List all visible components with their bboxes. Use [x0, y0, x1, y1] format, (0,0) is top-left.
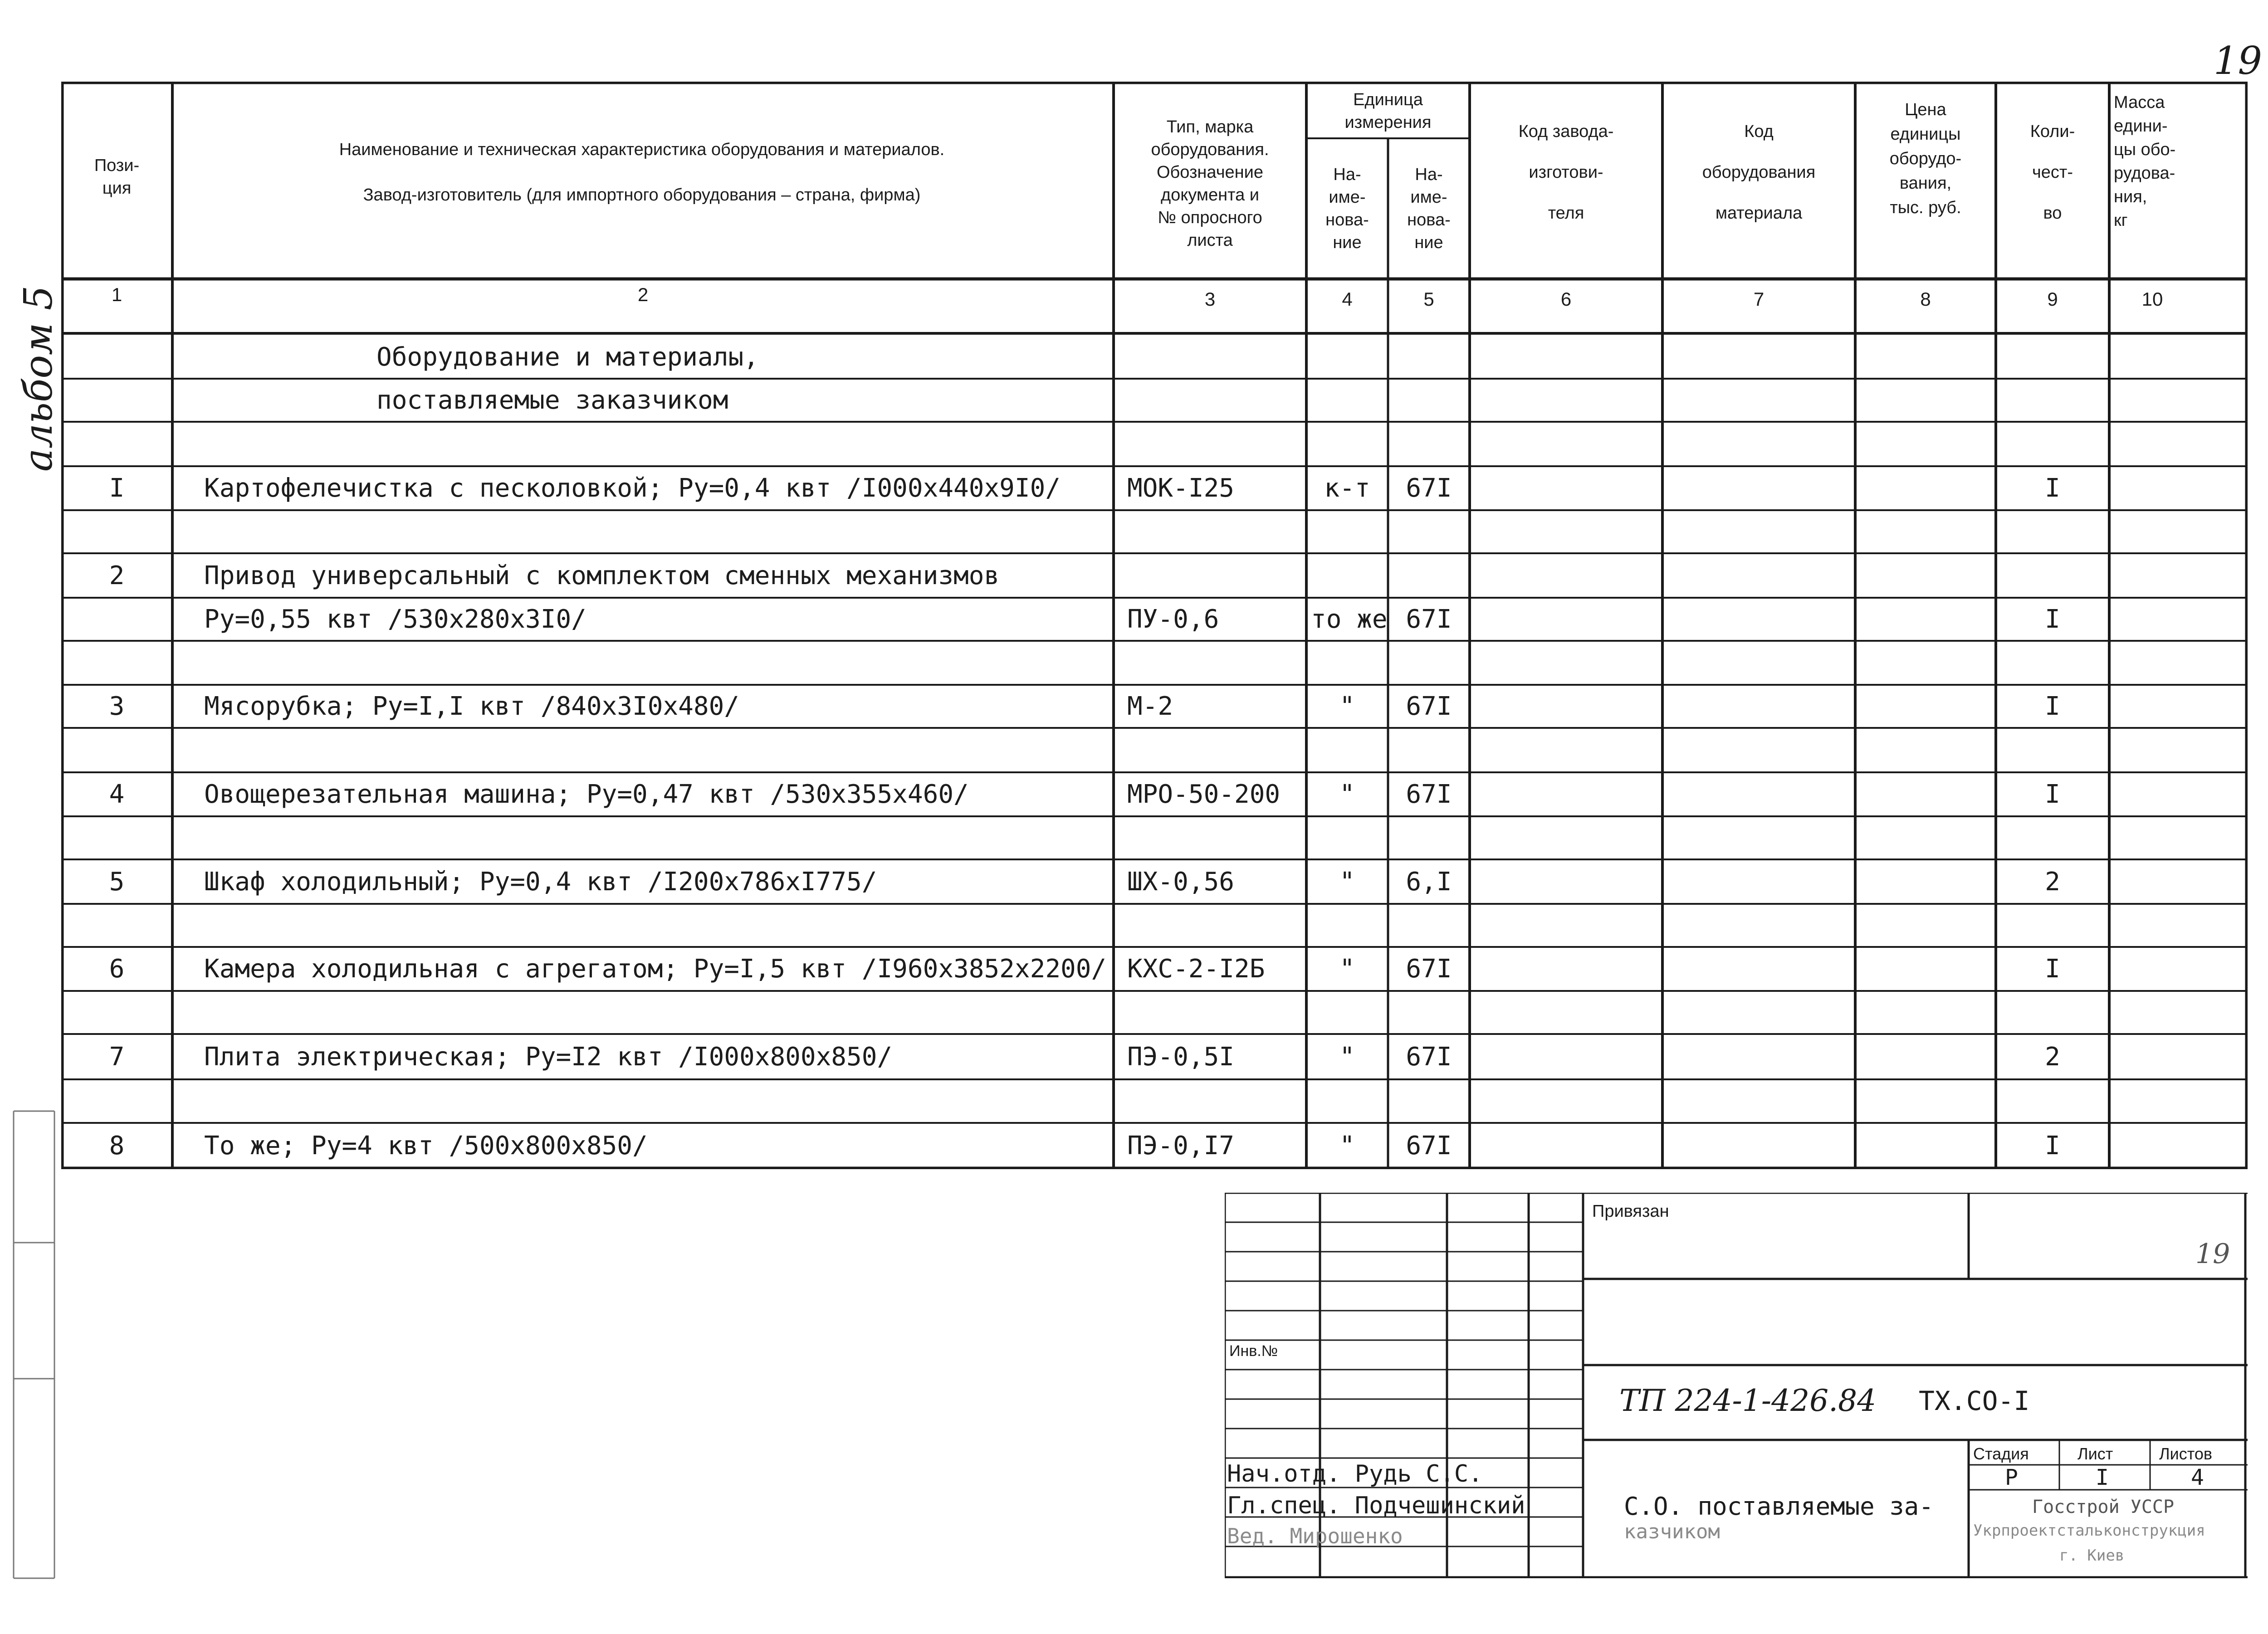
- row-position: 2: [109, 561, 125, 590]
- stage-value: Р: [2005, 1465, 2018, 1490]
- organization: г. Киев: [2059, 1546, 2125, 1565]
- header-equip-code: Код оборудования материала: [1702, 122, 1816, 223]
- row-unit: то же: [1311, 605, 1388, 634]
- binding-margin: [9, 1107, 68, 1605]
- row-name: То же; Ру=4 квт /500x800x850/: [204, 1131, 648, 1161]
- column-number: 1: [111, 284, 122, 305]
- role-row: Гл.спец. Подчешинский: [1227, 1492, 1525, 1519]
- row-code: 67I: [1406, 1042, 1452, 1072]
- row-qty: 2: [2045, 867, 2060, 897]
- row-qty: I: [2045, 954, 2060, 984]
- project-code: ТП 224-1-426.84: [1619, 1383, 1877, 1418]
- row-code: 67I: [1406, 780, 1452, 809]
- privyazan-mark: 19: [2195, 1238, 2230, 1270]
- section-title: Оборудование и материалы,: [376, 342, 759, 372]
- row-qty: I: [2045, 780, 2060, 809]
- sheets-label: Листов: [2159, 1444, 2212, 1463]
- row-code: 67I: [1406, 473, 1452, 503]
- side-note: альбом 5: [16, 285, 61, 472]
- row-unit: ": [1339, 1042, 1355, 1072]
- row-name: Камера холодильная с агрегатом; Ру=I,5 квт /I960x3852x2200/: [204, 954, 1107, 984]
- row-code: 6,I: [1406, 867, 1452, 897]
- column-number: 3: [1204, 288, 1216, 310]
- row-type: ПУ-0,6: [1127, 605, 1219, 634]
- row-qty: I: [2045, 692, 2060, 721]
- row-position: 4: [109, 780, 125, 809]
- column-number: 9: [2047, 288, 2058, 310]
- column-number: 10: [2141, 288, 2163, 310]
- header-unit-group: Единица измерения: [1344, 90, 1432, 132]
- row-name: Картофелечистка с песколовкой; Ру=0,4 квт /I000x440x9I0/: [204, 473, 1061, 503]
- role-row: Нач.отд. Рудь С.С.: [1227, 1460, 1483, 1488]
- row-qty: I: [2045, 1131, 2060, 1161]
- row-unit: ": [1339, 692, 1355, 721]
- header-position: Пози- ция: [94, 156, 140, 198]
- inventory-number-label: Инв.№: [1229, 1342, 1278, 1360]
- role-row: Вед. Мирошенко: [1227, 1524, 1403, 1548]
- column-number: 6: [1560, 288, 1572, 310]
- row-type: ШХ-0,56: [1127, 867, 1235, 897]
- header-qty: Коли- чест- во: [2030, 122, 2075, 223]
- row-type: КХС-2-I2Б: [1127, 954, 1265, 984]
- header-unit-name: На- име- нова- ние: [1407, 165, 1451, 252]
- row-type: ПЭ-0,I7: [1127, 1131, 1235, 1161]
- row-unit: к-т: [1324, 473, 1370, 503]
- row-code: 67I: [1406, 954, 1452, 984]
- row-unit: ": [1339, 780, 1355, 809]
- row-qty: I: [2045, 473, 2060, 503]
- header-maker-code: Код завода- изготови- теля: [1518, 122, 1614, 223]
- row-code: 67I: [1406, 692, 1452, 721]
- row-position: 7: [109, 1042, 125, 1072]
- organization: Укрпроектстальконструкция: [1973, 1522, 2205, 1540]
- row-position: I: [109, 473, 125, 503]
- document-title: С.О. поставляемые за-: [1624, 1492, 1934, 1521]
- row-type: М-2: [1127, 692, 1173, 721]
- privyazan-label: Привязан: [1592, 1202, 1669, 1221]
- row-code: 67I: [1406, 1131, 1452, 1161]
- document-title: казчиком: [1624, 1520, 1720, 1543]
- stage-label: Стадия: [1973, 1444, 2029, 1463]
- row-unit: ": [1339, 954, 1355, 984]
- row-name: Плита электрическая; Ру=I2 квт /I000x800x850/: [204, 1042, 893, 1072]
- row-qty: I: [2045, 605, 2060, 634]
- row-qty: 2: [2045, 1042, 2060, 1072]
- specification-table: [61, 82, 2248, 1169]
- column-number: 8: [1920, 288, 1931, 310]
- header-name: Наименование и техническая характеристика оборудования и материалов. Завод-изготовитель (для импортного оборудования – страна, фирма): [339, 140, 945, 205]
- title-block: [1225, 1193, 2248, 1578]
- row-name: Овощерезательная машина; Ру=0,47 квт /530x355x460/: [204, 780, 969, 809]
- row-name: Шкаф холодильный; Ру=0,4 квт /I200x786xI775/: [204, 867, 877, 897]
- header-price: Цена единицы оборудо- вания, тыс. руб.: [1889, 100, 1962, 217]
- row-code: 67I: [1406, 605, 1452, 634]
- document-code: ТХ.СО-I: [1919, 1385, 2030, 1416]
- row-type: ПЭ-0,5I: [1127, 1042, 1235, 1072]
- column-number: 7: [1753, 288, 1765, 310]
- row-type: МРО-50-200: [1127, 780, 1281, 809]
- column-number: 4: [1342, 288, 1353, 310]
- sheets-value: 4: [2191, 1465, 2204, 1490]
- section-title: поставляемые заказчиком: [376, 385, 728, 415]
- row-position: 8: [109, 1131, 125, 1161]
- organization: Госстрой УССР: [2032, 1497, 2175, 1517]
- row-position: 6: [109, 954, 125, 984]
- sheet-label: Лист: [2077, 1444, 2113, 1463]
- sheet-value: I: [2096, 1465, 2109, 1490]
- row-position: 5: [109, 867, 125, 897]
- page-number: 19: [2214, 39, 2262, 83]
- column-number: 2: [637, 284, 649, 305]
- row-type: МОК-I25: [1127, 473, 1235, 503]
- row-position: 3: [109, 692, 125, 721]
- row-name: Мясорубка; Ру=I,I квт /840x3I0x480/: [204, 692, 740, 721]
- row-unit: ": [1339, 867, 1355, 897]
- header-mass: Масса едини- цы обо- рудова- ния, кг: [2114, 93, 2176, 230]
- row-name: Привод универсальный с комплектом сменных механизмов: [204, 561, 1000, 590]
- row-unit: ": [1339, 1131, 1355, 1161]
- header-type: Тип, марка оборудования. Обозначение документа и № опросного листа: [1151, 117, 1269, 250]
- row-name-cont: Ру=0,55 квт /530x280x3I0/: [204, 605, 587, 634]
- header-unit-name-col: На- име- нова- ние: [1325, 165, 1369, 252]
- column-number: 5: [1423, 288, 1434, 310]
